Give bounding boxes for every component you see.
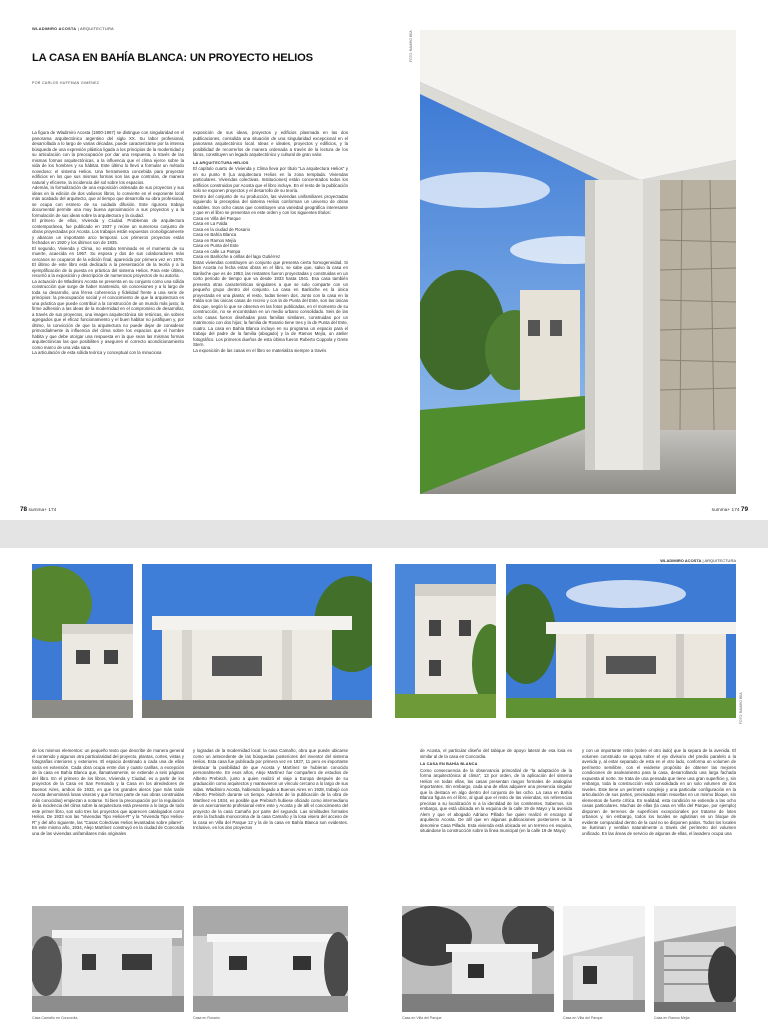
bottom-spread [0,548,768,1024]
main-photo-house-portico [420,30,736,494]
photo-credit: FOTO: RAMIRO BEA [409,30,413,62]
folio-left: 78 summa+ 174 [20,506,57,513]
archive-photo-ramos-mejia [654,906,736,1012]
spread-separator [0,520,768,548]
article-column-4: y con un importante retiro (sobre el otro lado) que la separa de la avenida. El volumen construido se apoya sobre el eje divisorio del predio paralelo a la avenida y, al estar separado de esta en el otro lado, conforma un volumen de perímetro semilibre, con el evidente propósito de obtener las mejores condiciones de asoleamiento para la casa, desarrollando una larga fachada expuesta al norte. Se trata de una pensada que tiene una gran superficie y, sin embargo, toda la construcción está consolidada en un solo volumen de dos niveles. Este tiene un perímetro complejo y una particular configuración en la articulación de sus partes, precisadas están resueltas en un mismo bloque, sin elementos de fuerte crítica. En realidad, esta condición se extiende a las ocho casas particulares. Muchas de ellas (la casa en Villa del Parque, por ejemplo) disponen de terrenos de superficies excepcionales por tratarse de lotes urbanos y, sin embargo, todos los locales se aglutinan en un bloque de evidente compacidad dentro de la cual no se disponen patios. Todos los locales se iluminan y ventilan naturalmente a través del perímetro del volumen unificado. En las áreas de servicio de algunas de ellas, el lavadero ocupa una [582,748,736,836]
section-label: WLADIMIRO ACOSTA | ARQUITECTURA [660,558,736,563]
subheading: LA ARQUITECTURA HELIOS [193,160,249,165]
article-column-1: La figura de Wladimiro Acosta (1900-1967) se distingue con singularidad en el panorama arquitectónico argentino del siglo XX. Su labor profesional, desarrollada a lo largo de varias décadas, puede caracterizarse por la intensa búsqueda de una expresión plástica ligada a los principios de la modernidad y su articulación con la preocupación por dar una respuesta, a través de las mismas formas arquitectónicas, a la influencia que el clima ejerce sobre la vida de los hombres y su hábitat. Este último lo llevó a formular un método novedoso: el sistema Helios. Una herramienta concebida para proyectar edificios en los que sus mismas formas son las que controlan, de manera natural y eficiente, la incidencia del sol sobre los espacios. Además, la formalización de una exposición ordenada de sus proyectos y sus ideas en la edición de dos valiosos libros, lo convierte en el exponente local más acabado del arquitecto, que al tiempo que desarrolla su obra profesional, se ocupa con esmero de su cuidada difusión. Este riguroso trabajo documental permite una muy buena aproximación a sus proyectos y a la formulación de sus ideas sobre la arquitectura y la ciudad. El primero de ellos, Vivienda y Ciudad. Problemas de arquitectura contemporánea, fue publicado en 1937 y reúne un numeroso conjunto de obras proyectadas por Acosta. Los trabajos están expuestos cronológicamente y abarcan un importante arco temporal. Los primeros proyectos están fechados en 1920 y los últimos son de 1935. El segundo, Vivienda y Clima, no estaba terminado en el momento de su muerte, acaecida en 1967. Su esposa y dos de sus colaboradores más cercanos se ocuparon de la edición final, aparecida por primera vez en 1976. El último de este libro está dedicado a la presentación de la teoría y a la ejemplificación de la puesta en práctica del sistema Helios. Para este último, recurrió a la exposición y descripción de numerosos proyectos de su autoría. La actuación de Wladimiro Acosta se presenta en su conjunto como una sólida construcción que surge de haber mantenido, sin concesiones y a lo largo de toda su desarrollo, una férrea coherencia y fidelidad frente a una serie de principios: la preocupación social y el conocimiento de que la arquitectura es una práctica que puede contribuir a la construcción de un mundo más justo; la firme adhesión a las ideas de la modernidad en el compromiso de desarrollar, a través de sus proyectos, una imagen arquitectónica sin retóricas, sin sobres agregados que el eficaz funcionamiento y el buen habitar no justifiquen y, por último, la convicción de que la arquitectura no puede dejar de considerar primordialmente la influencia del clima sobre los espacios que el hombre habita y que debe otorgar una respuesta en la que sean las mismas formas arquitectónicas las que posibiliten y aseguren el correcto acondicionamiento como marco de una vida sana. La articulación de esta sólida teórica y conceptual con la minuciosa [32,130,184,355]
photo-credit: FOTO: RAMIRO BEA [739,692,743,724]
photo-house-portico-street [142,564,372,718]
photo-caption: Casa en Villa del Parque [402,1016,442,1020]
folio-right: summa+ 174 79 [711,506,748,513]
photo-caption: Casa Camaño en Concordia [32,1016,78,1020]
list-item: Casa en Punta del Este [193,243,239,248]
list-item: Casa en Villa del Parque [193,215,241,221]
photo-caption: Casa en Ramos Mejía [654,1016,690,1020]
photo-house-corner [32,564,133,718]
article-column-2: exposición de sus ideas, proyectos y edificios plasmada en las dos publicaciones, consolida una situación de una singularidad excepcional en el panorama arquitectónico local. Ideas e ideales, proyectos y edificios, y la posibilidad de recorrerlos de manera ordenada a través de la lectura de los libros, constituyen un legado arquitectónico y cultural de gran valor. LA ARQUITECTURA HELIOS El capítulo cuarto de Vivienda y Clima lleva por título "La arquitectura Helios" y en su punto 8 (La arquitectura Helios en la zona templada. Viviendas particulares. Viviendas colectivas. Instituciones) están concentrados todos los edificios construidos por Acosta que el libro incluye. En el resto de la publicación solo se exponen proyectos y el desarrollo de su teoría. Dentro del conjunto de su producción, las viviendas unifamiliares proyectadas siguiendo la preceptiva del sistema Helios conforman un universo de obras notables. Son ocho casas que constituyen una variedad geográfica interesante y que en el libro se presentan en este orden y con los siguientes títulos: Casa en Villa del Parque Casa en La Falda Casa en la ciudad de Rosario Casa en Bahía Blanca Casa en Ramos Mejía Casa en Punta del Este Casa en calle La Pampa Casa en Bariloche a orillas del lago Gutiérrez Estas viviendas constituyen un conjunto que presenta cierta homogeneidad. Si bien Acosta no fecha estas obras en el libro, se sabe que, salvo la casa en Bariloche que es de 1953, las restantes fueron proyectadas y construidas en un corto período de tiempo que va desde 1933 hasta 1941. Esa casa también presenta otras características singulares a que se solo comparte con un pequeño grupo dentro del conjunto. La casa en Bariloche es la única proyectada en una planta; el resto, todas tienen dos. Junto con la casa en la Falda son las únicas casas de recreo y con la de Punta del Este, son las únicas dos que, según lo que se observa en las fotos publicadas, en el momento de su construcción, no se encontraban en un medio urbano consolidado. Seis de las ocho casas fueron diseñadas para familias similares, construidas por un matrimonio con dos hijos; la familia de Rosario tiene tres y la de Punta del Este, cuatro. La casa en Bahía Blanca incluye en su programa un espacio para el trabajo del padre de la familia (abogado) y la de Ramos Mejía, un atelier fotográfico. Los primeros dueños de esta última fueron Roberto Coppola y Grete Stern. La exposición de las casas en el libro se materializa siempre a través [193,130,348,353]
article-title: LA CASA EN BAHÍA BLANCA: UN PROYECTO HELIOS [32,52,313,64]
house-portico-illustration [420,30,736,494]
article-column-2: y logradas de la modernidad local: la casa Camaño, obra que puede ubicarse como un antecedente de las búsquedas posteriores del inventor del sistema Helios. Esta casa fue publicada por primera vez en 1937, 11 pero es importante destacar la posibilidad de que Acosta y Martínez se hubieran conocido personalmente. En esos años, Alejo Martínez fue compañero de estudios de Alberto Prebisch, junto a quien realizó el viaje a Europa después de su graduación como arquitectos y mantuvieron un vínculo cercano a lo largo de sus vidas. Wladimiro Acosta, habiendo llegado a Buenos Aires en 1928, trabajó con Alberto Prebisch durante un tiempo. Además de la publicación de la obra de Martínez en 1934, es posible que Prebisch hubiese oficiado como intermediario de un acercamiento profesional entre este y Acosta y de allí el conocimiento del proyecto de la casa Camaño por parte del segundo. Las similitudes formales entre la fachada monocroma de la casa Camaño y la losa visera del acceso de la casa en Villa del Parque 12 y la de la casa en Bahía Blanca son evidentes. Inclusive, en los dos proyectos [193,748,348,830]
list-item: Casa en Bariloche a orillas del lago Gutiérrez [193,254,281,259]
list-item: Casa en calle La Pampa [193,248,241,254]
archive-photo-villa-del-parque-2 [563,906,645,1012]
list-item: Casa en Bahía Blanca [193,232,237,237]
photo-house-garden-wide [506,564,736,718]
photo-caption: Casa en Villa del Parque [563,1016,603,1020]
subheading: LA CASA EN BAHÍA BLANCA [420,762,478,766]
byline: POR CARLOS HUFFMAN GIMÉNEZ [32,81,100,85]
archive-photo-villa-del-parque-1 [402,906,554,1012]
archive-photo-casa-rosario [193,906,348,1012]
list-item: Casa en La Falda [193,221,228,226]
photo-caption: Casa en Rosario [193,1016,220,1020]
list-item: Casa en la ciudad de Rosario [193,226,250,232]
archive-photo-casa-camano [32,906,184,1012]
article-column-1: de los mismos elementos: un pequeño texto que describe de manera general el contenido y algunos otra particularidad del proyecto, plantas, cortes, vistas y fotografías interiores y exteriores. El espacio destinado a cada una de ellas varía en extensión. Cada obra ocupa entre dos y cuatro carillas, a excepción de la casa en Bahía Blanca que, llamativamente, se extiende a seis páginas del libro. En el primero de los libros, Vivienda y Ciudad, es a partir de los proyectos de la Casa en San Fernando y la Casa en los alrededores de Buenos Aires, ambos de 1933, en que los grandes aleros (que más tarde Acosta denominará losas viseras y que forman parte de sus obras construidas más conocidas) empiezan a notarse. Si bien la preocupación por la regulación de la incidencia del clima sobre la arquitectura está presente a lo largo de todo este primer libro, son solo tres los proyectos que aparecen catalogados como Helios. De 1933 son las "Viviendas Tipo Helios-R" y la "Vivienda Tipo Helios-R" y del año siguiente, las "Casas Colectivas Helios levantadas sobre pilares". En este mismo año, 1934, Alejo Martínez construyó en la ciudad de Concordia una de las viviendas unifamiliares más originales [32,748,184,836]
list-item: Casa en Ramos Mejía [193,237,236,243]
photo-house-side-tall [395,564,496,718]
section-label: WLADIMIRO ACOSTA | ARQUITECTURA [32,26,114,31]
article-column-3: de Acosta, el particular diseño del tabique de apoyo lateral de esa losa es similar al de la casa en Concordia. LA CASA EN BAHÍA BLANCA Como consecuencia de la observancia primordial de "la adaptación de la forma arquitectónica al clima", 13 por orden, de la aplicación del sistema Helios en todas ellas, las casas presentan rasgos formales de analogías importantes. Sin embargo, cada una de ellas adquiere una presencia singular que la destaca en algo dentro del conjunto de las ocho. La casa en Bahía Blanca figura en el libro, al igual que el resto de las viviendas, sin referencias precisas a su localización ni a la identidad de los comitentes. Sabemos, sin embargo, que está ubicada en la esquina de la calle 19 de Mayo y la avenida Alem y que el abogado Adriano Pillado fue quien realizó el encargo al arquitecto Acosta. De allí que en algunas publicaciones posteriores se la denomine Casa Pillado. Esta vivienda está ubicada en un terreno en esquina, situándose la construcción sobre la línea municipal (en la calle 19 de Mayo) [420,748,572,833]
